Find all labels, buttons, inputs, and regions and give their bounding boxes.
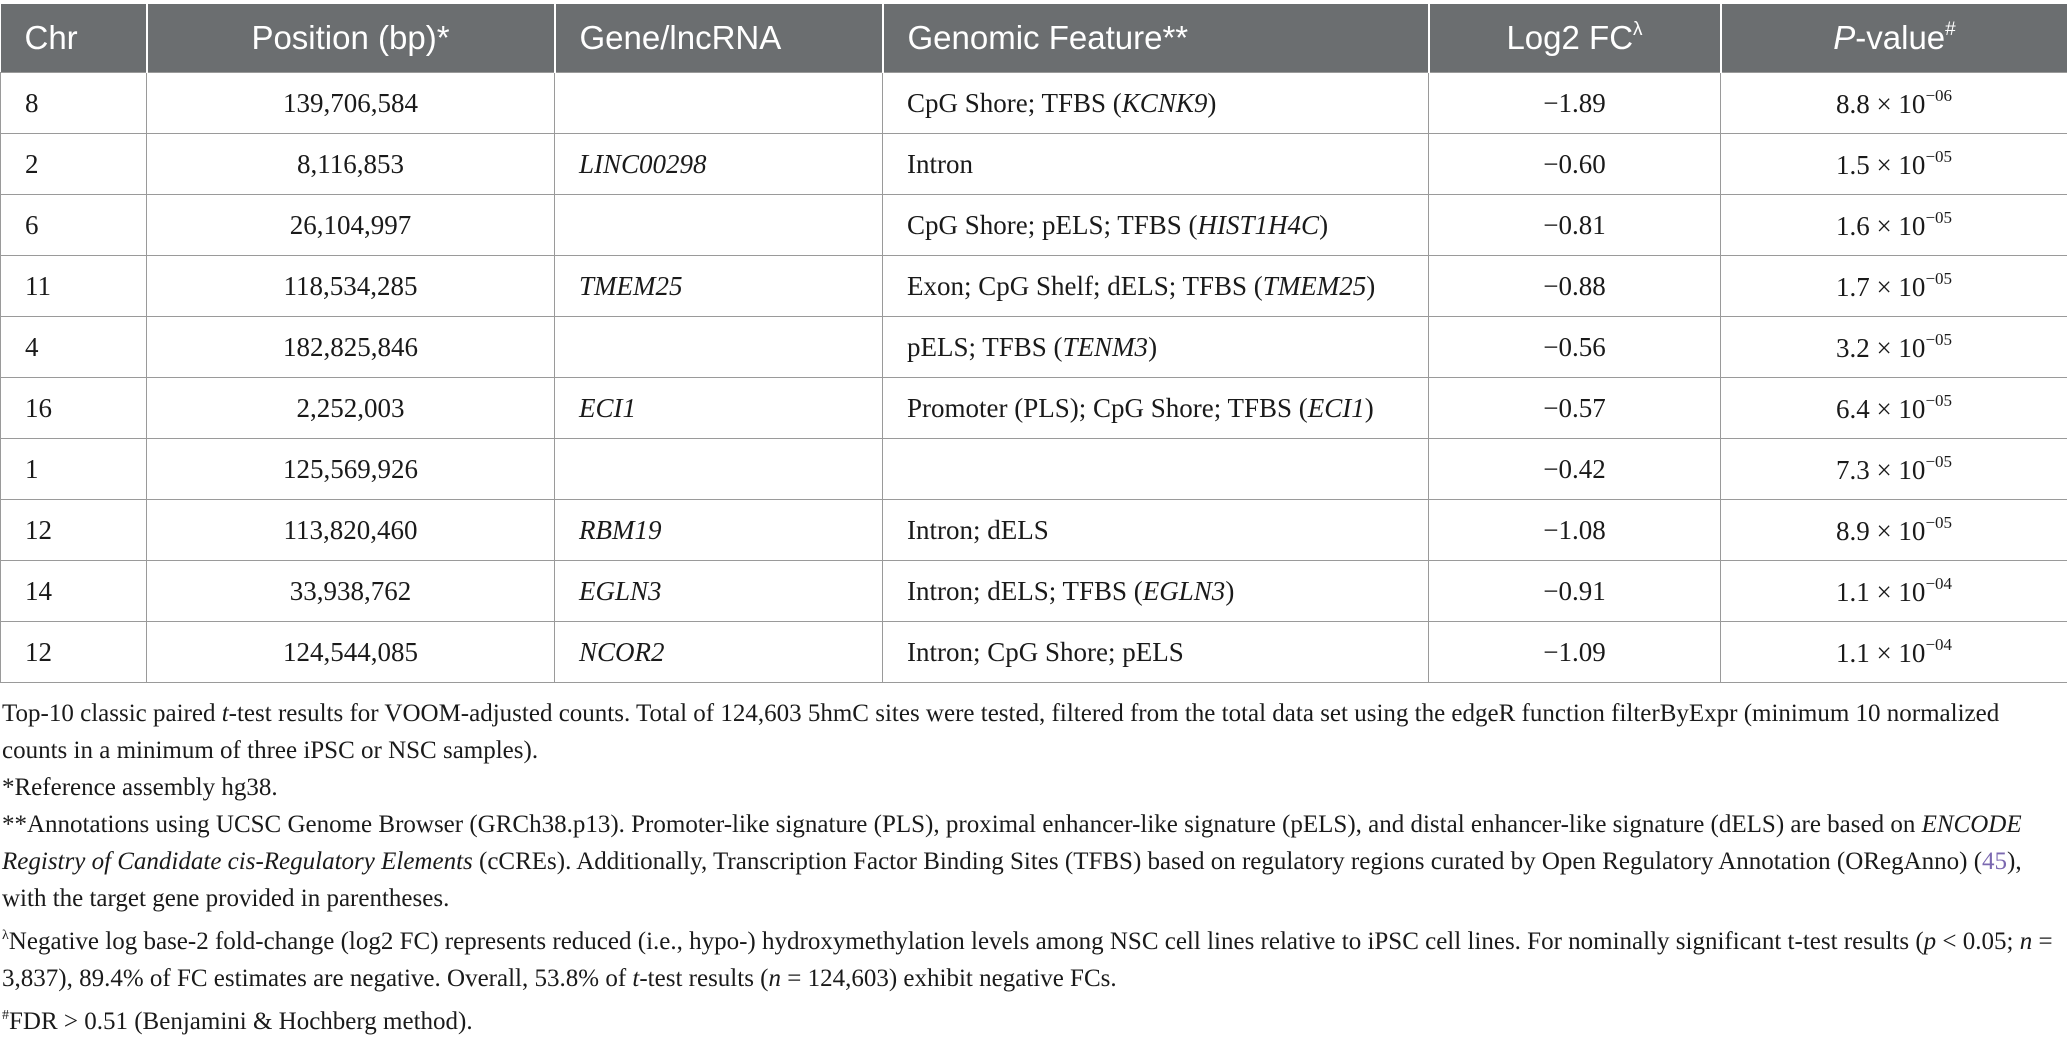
- lambda-text-a: Negative log base-2 fold-change (log2 FC) represents reduced (i.e., hypo-) hydroxymethylation levels among NSC cell lines relative to iPSC cell lines. For nominally significant t-test results (: [8, 928, 1924, 955]
- feature-text: Intron; CpG Shore; pELS: [907, 636, 1184, 667]
- table-row: [1, 622, 2067, 683]
- cell-gene: [555, 439, 883, 500]
- feature-target-gene: KCNK9: [1121, 87, 1208, 118]
- footnote-annotations: [2, 806, 2065, 917]
- feature-close-paren: ): [1364, 392, 1374, 423]
- cell-position: 125,569,926: [147, 439, 555, 500]
- cell-pvalue: [1721, 73, 2067, 134]
- cell-position: 124,544,085: [147, 622, 555, 683]
- cell-position: 26,104,997: [147, 195, 555, 256]
- header-chr: Chr: [1, 4, 147, 73]
- cell-log2fc: −0.56: [1429, 317, 1721, 378]
- table-row: [1, 134, 2067, 195]
- feature-close-paren: ): [1319, 209, 1329, 240]
- cell-feature: [883, 256, 1429, 317]
- caption-text-a: Top-10 classic paired: [2, 700, 222, 727]
- feature-target-gene: TMEM25: [1262, 270, 1367, 301]
- table-footnotes: [0, 683, 2067, 1040]
- footnote-reference-assembly: *Reference assembly hg38.: [2, 774, 278, 801]
- cell-log2fc: −0.81: [1429, 195, 1721, 256]
- pvalue-mantissa: 1.1 × 10: [1835, 638, 1926, 668]
- cell-log2fc: −0.88: [1429, 256, 1721, 317]
- lambda-text-d: -test results (: [639, 965, 769, 992]
- cell-pvalue: [1721, 622, 2067, 683]
- pvalue-exponent: −05: [1925, 513, 1953, 532]
- footnote-caption: [2, 695, 2065, 769]
- cell-chr: 12: [1, 500, 147, 561]
- pvalue-exponent: −05: [1925, 330, 1953, 349]
- cell-gene: [555, 195, 883, 256]
- cell-feature: [883, 317, 1429, 378]
- cell-log2fc: −0.60: [1429, 134, 1721, 195]
- feature-close-paren: ): [1207, 87, 1217, 118]
- pvalue-mantissa: 6.4 × 10: [1835, 394, 1926, 424]
- pvalue-exponent: −05: [1925, 208, 1953, 227]
- lambda-text-c: = 3,837), 89.4% of FC estimates are negative. Overall, 53.8% of: [2, 928, 2053, 992]
- header-gene: Gene/lncRNA: [555, 4, 883, 73]
- footnote-lambda: [2, 917, 2065, 997]
- cell-position: 182,825,846: [147, 317, 555, 378]
- pvalue-exponent: −05: [1925, 452, 1953, 471]
- cell-chr: 14: [1, 561, 147, 622]
- footnote-fdr: [2, 997, 2065, 1040]
- pvalue-mantissa: 1.6 × 10: [1835, 211, 1926, 241]
- header-log2fc: [1429, 4, 1721, 73]
- cell-gene: LINC00298: [555, 134, 883, 195]
- pvalue-mantissa: 8.8 × 10: [1835, 89, 1926, 119]
- header-feature: Genomic Feature**: [883, 4, 1429, 73]
- cell-chr: 6: [1, 195, 147, 256]
- feature-target-gene: HIST1H4C: [1197, 209, 1320, 240]
- feature-close-paren: ): [1225, 575, 1235, 606]
- cell-log2fc: −0.42: [1429, 439, 1721, 500]
- cell-position: 113,820,460: [147, 500, 555, 561]
- lambda-text-b: < 0.05;: [1936, 928, 2020, 955]
- cell-chr: 12: [1, 622, 147, 683]
- cell-feature: [883, 378, 1429, 439]
- header-log2fc-label: Log2 FC: [1506, 19, 1634, 56]
- cell-position: 139,706,584: [147, 73, 555, 134]
- caption-text-b: -test results for VOOM-adjusted counts. Total of 124,603 5hmC sites were tested, filtered from the total data set using the edgeR function filterByExpr (minimum 10 normalized counts in a minimum of three iPSC or NSC samples).: [2, 700, 2000, 764]
- pvalue-exponent: −05: [1925, 391, 1953, 410]
- cell-feature: [883, 134, 1429, 195]
- cell-pvalue: [1721, 561, 2067, 622]
- pvalue-mantissa: 8.9 × 10: [1835, 516, 1926, 546]
- cell-chr: 11: [1, 256, 147, 317]
- lambda-text-t: t: [632, 965, 640, 992]
- table-row: [1, 378, 2067, 439]
- cell-pvalue: [1721, 500, 2067, 561]
- cell-gene: [555, 73, 883, 134]
- cell-position: 2,252,003: [147, 378, 555, 439]
- table-row: [1, 195, 2067, 256]
- cell-chr: 8: [1, 73, 147, 134]
- lambda-mark: λ: [2, 928, 9, 943]
- reference-link-45[interactable]: 45: [1982, 848, 2008, 875]
- annot-text-c: ), with the target gene provided in parentheses.: [2, 848, 2022, 912]
- cell-feature: [883, 500, 1429, 561]
- table-row: [1, 317, 2067, 378]
- cell-feature: [883, 73, 1429, 134]
- cell-pvalue: [1721, 195, 2067, 256]
- header-pvalue-p: P: [1833, 19, 1856, 56]
- pvalue-mantissa: 1.5 × 10: [1835, 150, 1926, 180]
- pvalue-exponent: −05: [1925, 147, 1953, 166]
- results-table: [0, 4, 2067, 683]
- feature-text: Intron; dELS: [907, 514, 1049, 545]
- cell-log2fc: −0.57: [1429, 378, 1721, 439]
- header-pvalue: [1721, 4, 2067, 73]
- table-row: [1, 256, 2067, 317]
- cell-gene: EGLN3: [555, 561, 883, 622]
- pvalue-mantissa: 1.1 × 10: [1835, 577, 1926, 607]
- cell-gene: NCOR2: [555, 622, 883, 683]
- header-pvalue-sup: #: [1945, 19, 1956, 40]
- feature-text: CpG Shore; pELS; TFBS (: [907, 209, 1198, 240]
- cell-gene: ECI1: [555, 378, 883, 439]
- table-row: [1, 439, 2067, 500]
- cell-chr: 1: [1, 439, 147, 500]
- table-row: [1, 561, 2067, 622]
- lambda-text-p: p: [1923, 928, 1937, 955]
- pvalue-mantissa: 3.2 × 10: [1835, 333, 1926, 363]
- feature-text: CpG Shore; TFBS (: [907, 87, 1122, 118]
- feature-text: Exon; CpG Shelf; dELS; TFBS (: [907, 270, 1263, 301]
- feature-text: Promoter (PLS); CpG Shore; TFBS (: [907, 392, 1308, 423]
- cell-position: 33,938,762: [147, 561, 555, 622]
- feature-target-gene: ECI1: [1307, 392, 1365, 423]
- feature-text: Intron; dELS; TFBS (: [907, 575, 1143, 606]
- cell-feature: [883, 622, 1429, 683]
- feature-close-paren: ): [1366, 270, 1376, 301]
- table-row: [1, 500, 2067, 561]
- fdr-text: FDR > 0.51 (Benjamini & Hochberg method).: [9, 1008, 473, 1035]
- cell-pvalue: [1721, 256, 2067, 317]
- header-log2fc-sup: λ: [1633, 19, 1643, 40]
- table-body: [1, 73, 2067, 683]
- cell-chr: 16: [1, 378, 147, 439]
- caption-text-t: t: [221, 700, 229, 727]
- feature-target-gene: EGLN3: [1142, 575, 1226, 606]
- cell-pvalue: [1721, 378, 2067, 439]
- annot-text-italic: ENCODE Registry of Candidate cis-Regulatory Elements: [2, 811, 2022, 875]
- cell-log2fc: −1.08: [1429, 500, 1721, 561]
- cell-chr: 4: [1, 317, 147, 378]
- cell-pvalue: [1721, 134, 2067, 195]
- lambda-text-e: = 124,603) exhibit negative FCs.: [781, 965, 1117, 992]
- hash-mark: #: [2, 1008, 9, 1023]
- table-row: [1, 73, 2067, 134]
- pvalue-exponent: −04: [1925, 635, 1953, 654]
- header-pvalue-rest: -value: [1855, 19, 1946, 56]
- lambda-text-n2: n: [768, 965, 781, 992]
- feature-close-paren: ): [1148, 331, 1158, 362]
- pvalue-exponent: −05: [1925, 269, 1953, 288]
- feature-target-gene: TENM3: [1062, 331, 1149, 362]
- cell-gene: TMEM25: [555, 256, 883, 317]
- pvalue-mantissa: 1.7 × 10: [1835, 272, 1926, 302]
- table-header-row: [1, 4, 2067, 73]
- pvalue-exponent: −06: [1925, 86, 1953, 105]
- cell-feature: [883, 195, 1429, 256]
- cell-log2fc: −0.91: [1429, 561, 1721, 622]
- annot-text-b: (cCREs). Additionally, Transcription Factor Binding Sites (TFBS) based on regulatory regions curated by Open Regulatory Annotation (ORegAnno) (: [472, 848, 1983, 875]
- cell-log2fc: −1.89: [1429, 73, 1721, 134]
- cell-position: 8,116,853: [147, 134, 555, 195]
- cell-gene: RBM19: [555, 500, 883, 561]
- cell-pvalue: [1721, 317, 2067, 378]
- cell-chr: 2: [1, 134, 147, 195]
- header-position: Position (bp)*: [147, 4, 555, 73]
- pvalue-exponent: −04: [1925, 574, 1953, 593]
- annot-text-a: **Annotations using UCSC Genome Browser (GRCh38.p13). Promoter-like signature (PLS), proximal enhancer-like signature (pELS), and distal enhancer-like signature (dELS) are based on: [2, 811, 1922, 838]
- pvalue-mantissa: 7.3 × 10: [1835, 455, 1926, 485]
- cell-pvalue: [1721, 439, 2067, 500]
- feature-text: pELS; TFBS (: [907, 331, 1063, 362]
- lambda-text-n1: n: [2019, 928, 2033, 955]
- cell-gene: [555, 317, 883, 378]
- cell-log2fc: −1.09: [1429, 622, 1721, 683]
- cell-feature: [883, 561, 1429, 622]
- cell-feature: [883, 439, 1429, 500]
- feature-text: Intron: [907, 148, 973, 179]
- cell-position: 118,534,285: [147, 256, 555, 317]
